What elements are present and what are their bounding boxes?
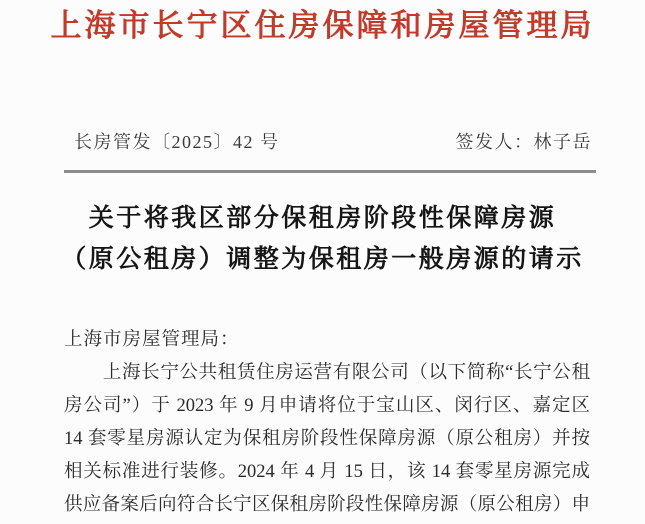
agency-header-title: 上海市长宁区住房保障和房屋管理局: [50, 8, 595, 43]
paragraph-line: 相关标准进行装修。2024 年 4 月 15 日，该 14 套零星房源完成: [64, 462, 590, 482]
salutation: 上海市房屋管理局：: [64, 330, 240, 350]
doc-meta-row: [0, 130, 645, 154]
document-title: [0, 198, 645, 280]
paragraph-line: 上海长宁公共租赁住房运营有限公司（以下简称“长宁公租: [102, 363, 590, 383]
document-title-line2: （原公租房）调整为保租房一般房源的请示: [61, 246, 584, 273]
doc-number: 长房管发〔2025〕42 号: [74, 132, 280, 152]
signer-label: 签发人：林子岳: [455, 132, 592, 152]
header-divider-rule: [64, 170, 596, 173]
document-body: [64, 324, 590, 522]
paragraph-line: 供应备案后向符合长宁区保租房阶段性保障房源（原公租房）申: [64, 495, 590, 515]
document-page: [0, 6, 645, 524]
paragraph-line: 房公司”）于 2023 年 9 月申请将位于宝山区、闵行区、嘉定区: [64, 396, 590, 416]
document-title-line1: 关于将我区部分保租房阶段性保障房源: [88, 205, 557, 232]
paragraph-line: 14 套零星房源认定为保租房阶段性保障房源（原公租房）并按: [64, 429, 590, 449]
